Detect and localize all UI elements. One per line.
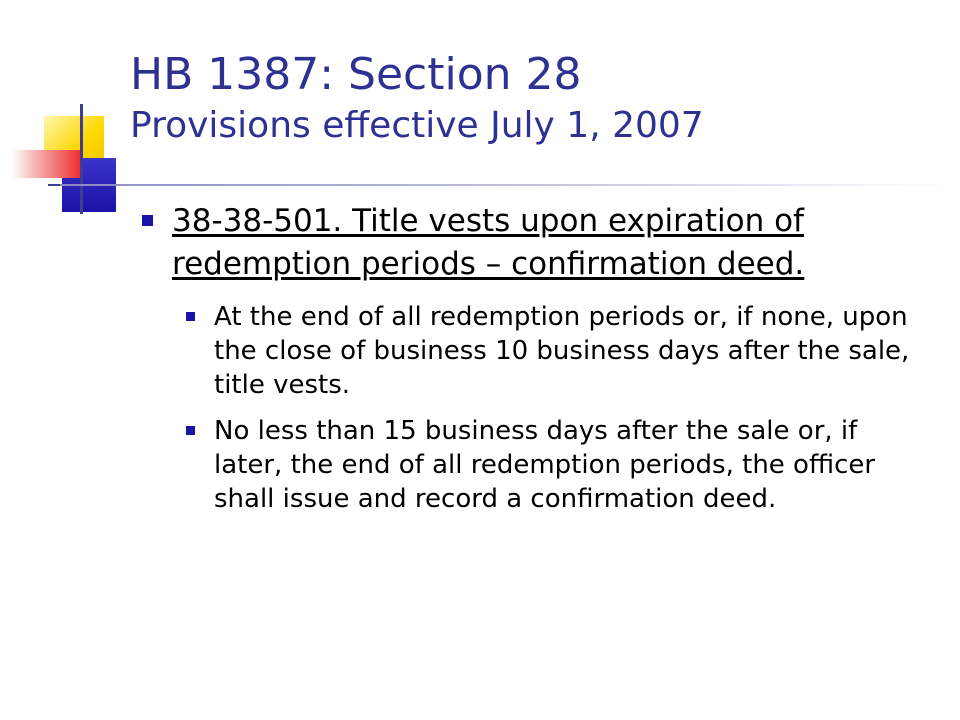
vertical-line-decoration [80, 104, 83, 214]
bullet-text: 38-38-501. Title vests upon expiration of redemption periods – confirmation deed. [172, 203, 805, 282]
square-bullet-icon [142, 215, 153, 226]
bullet-level-1 [142, 200, 932, 286]
square-bullet-icon [186, 312, 195, 321]
sub-bullet-text: At the end of all redemption periods or, if none, upon the close of business 10 business days after the sale, title vests. [214, 302, 910, 400]
slide-title [130, 48, 930, 150]
square-bullet-icon [186, 426, 195, 435]
title-line-2: Provisions effective July 1, 2007 [130, 105, 704, 146]
bullet-level-2 [172, 300, 932, 402]
corner-ornament [0, 0, 140, 230]
title-underline-rule [60, 184, 950, 186]
title-line-1: HB 1387: Section 28 [130, 49, 582, 100]
red-bar-decoration [12, 150, 82, 178]
bullet-level-2 [172, 414, 932, 516]
sub-bullet-text: No less than 15 business days after the sale or, if later, the end of all redemption periods, the officer shall issue and record a confirmation deed. [214, 416, 876, 514]
slide-body [142, 200, 932, 528]
